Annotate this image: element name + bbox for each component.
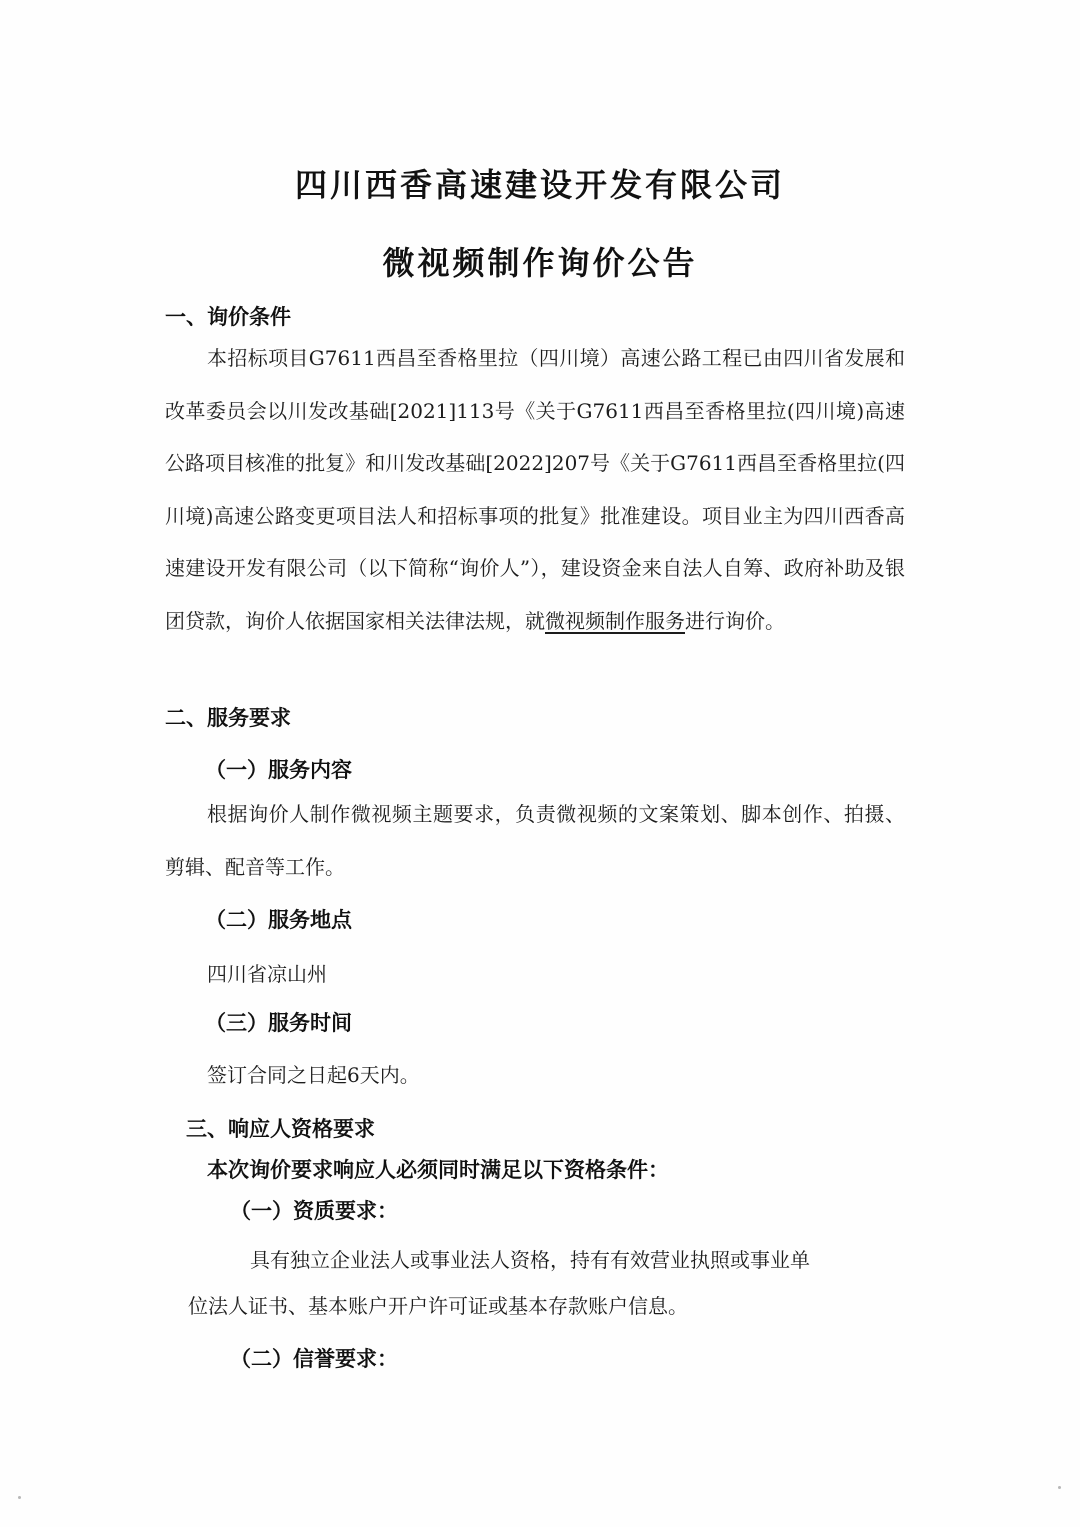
section3-heading: 三、响应人资格要求 [186,1117,375,1141]
section3-sub1-heading: （一）资质要求： [230,1199,398,1223]
document-title-company: 四川西香高速建设开发有限公司 [294,166,785,204]
scan-speck [1058,1486,1061,1489]
document-title-notice: 微视频制作询价公告 [382,244,698,282]
section3-sub2-heading: （二）信誉要求： [230,1347,398,1371]
section2-sub1-heading: （一）服务内容 [205,758,352,782]
section3-sub1-line1: 具有独立企业法人或事业法人资格，持有有效营业执照或事业单 [250,1248,810,1272]
section2-sub3-text: 签订合同之日起6天内。 [207,1063,420,1087]
section2-sub1-text: 根据询价人制作微视频主题要求，负责微视频的文案策划、脚本创作、拍摄、剪辑、配音等工作。 [165,802,905,879]
section1-heading: 一、询价条件 [165,305,291,329]
section1-text-before: 本招标项目G7611西昌至香格里拉（四川境）高速公路工程已由四川省发展和改革委员会以川发改基础[2021]113号《关于G7611西昌至香格里拉(四川境)高速公路项目核准的批复》和川发改基础[2022]207号《关于G7611西昌至香格里拉(四川境)高速公路变更项目法人和招标事项的批复》批准建设。项目业主为四川西香高速建设开发有限公司（以下简称“询价人”），建设资金来自法人自筹、政府补助及银团贷款，询价人依据国家相关法律法规，就 [165,346,905,633]
section1-text-after: 进行询价。 [685,608,785,633]
section2-sub2-text: 四川省凉山州 [207,962,327,986]
section1-underlined-service: 微视频制作服务 [545,608,685,633]
section2-heading: 二、服务要求 [165,706,291,730]
section3-intro: 本次询价要求响应人必须同时满足以下资格条件： [207,1158,669,1182]
section1-paragraph [165,332,905,647]
scan-speck [18,1496,21,1499]
section2-sub3-heading: （三）服务时间 [205,1011,352,1035]
section2-sub2-heading: （二）服务地点 [205,908,352,932]
section3-sub1-line2: 位法人证书、基本账户开户许可证或基本存款账户信息。 [188,1294,688,1318]
